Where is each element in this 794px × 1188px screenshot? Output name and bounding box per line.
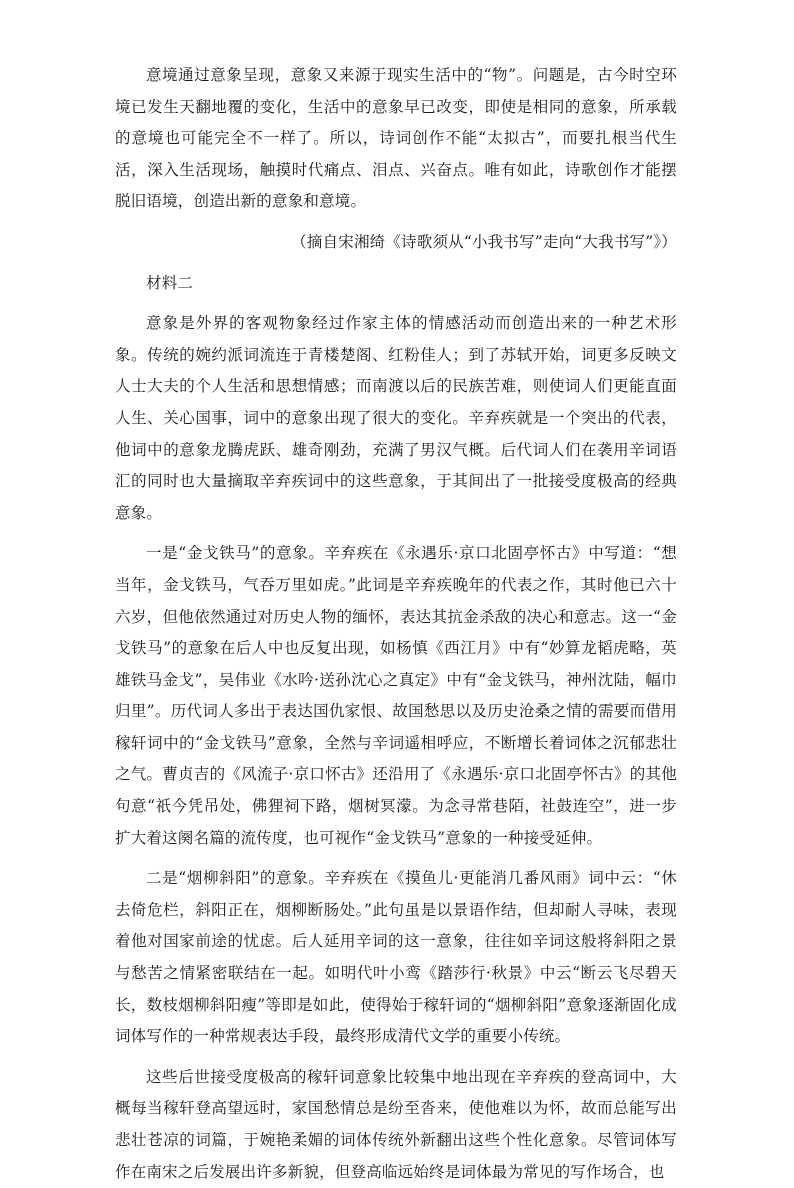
- document-body: [115, 60, 677, 1188]
- spacer: [115, 299, 677, 308]
- spacer: [115, 218, 677, 227]
- section-heading-material-2: 材料二: [146, 273, 194, 292]
- spacer: [115, 259, 677, 268]
- paragraph-2: 意象是外界的客观物象经过作家主体的情感活动而创造出来的一种艺术形象。传统的婉约派词流连于青楼楚阁、红粉佳人；到了苏轼开始，词更多反映文人士大夫的个人生活和思想情感；而南渡以后的民族苦难，则使词人们更能直面人生、关心国事，词中的意象出现了很大的变化。辛弃疾就是一个突出的代表，他词中的意象龙腾虎跃、雄奇刚劲，充满了男汉气概。后代词人们在袭用辛词语汇的同时也大量摘取辛弃疾词中的这些意象，于其间出了一批接受度极高的经典意象。: [115, 314, 677, 522]
- source-citation: （摘自宋湘绮《诗歌须从“小我书写”走向“大我书写”》）: [291, 232, 677, 251]
- spacer: [115, 854, 677, 863]
- paragraph-1: 意境通过意象呈现，意象又来源于现实生活中的“物”。问题是，古今时空环境已发生天翻地覆的变化，生活中的意象早已改变，即使是相同的意象，所承载的意境也可能完全不一样了。所以，诗词创作不能“太拟古”，而要扎根当代生活，深入生活现场，触摸时代痛点、泪点、兴奋点。唯有如此，诗歌创作才能摆脱旧语境，创造出新的意象和意境。: [115, 66, 677, 211]
- spacer: [115, 1053, 677, 1062]
- paragraph-4: 二是“烟柳斜阳”的意象。辛弃疾在《摸鱼儿·更能消几番风雨》词中云：“休去倚危栏，斜阳正在，烟柳断肠处。”此句虽是以景语作结，但却耐人寻味，表现着他对国家前途的忧虑。后人延用辛词的这一意象，往往如辛词这般将斜阳之景与愁苦之情紧密联结在一起。如明代叶小鸾《踏莎行·秋景》中云“断云飞尽碧天长，数枝烟柳斜阳瘦”等即是如此，使得始于稼轩词的“烟柳斜阳”意象逐渐固化成词体写作的一种常规表达手段，最终形成清代文学的重要小传统。: [115, 869, 677, 1046]
- paragraph-3: 一是“金戈铁马”的意象。辛弃疾在《永遇乐·京口北固亭怀古》中写道：“想当年，金戈铁马，气吞万里如虎。”此词是辛弃疾晚年的代表之作，其时他已六十六岁，但他依然通过对历史人物的缅怀，表达其抗金杀敌的决心和意志。这一“金戈铁马”的意象在后人中也反复出现，如杨慎《西江月》中有“妙算龙韬虎略，英雄铁马金戈”，吴伟业《水吟·送孙沈心之真定》中有“金戈铁马，神州沈陆，幅巾归里”。历代词人多出于表达国仇家恨、故国愁思以及历史沧桑之情的需要而借用稼轩词中的“金戈铁马”意象，全然与辛词遥相呼应，不断增长着词体之沉郁悲壮之气。曹贞吉的《风流子·京口怀古》还沿用了《永遇乐·京口北固亭怀古》的其他句意“祇今凭吊处，佛狸祠下路，烟树冥濛。为念寻常巷陌，社鼓连空”，进一步扩大着这阕名篇的流传度，也可视作“金戈铁马”意象的一种接受延伸。: [115, 544, 677, 847]
- spacer: [115, 529, 677, 538]
- paragraph-5: 这些后世接受度极高的稼轩词意象比较集中地出现在辛弃疾的登高词中，大概每当稼轩登高望远时，家国愁情总是纷至沓来，使他难以为怀，故而总能写出悲壮苍凉的词篇，于婉艳柔媚的词体传统外新翻出这些个性化意象。尽管词体写作在南宋之后发展出许多新貌，但登高临远始终是词体最为常见的写作场合，也: [115, 1067, 677, 1181]
